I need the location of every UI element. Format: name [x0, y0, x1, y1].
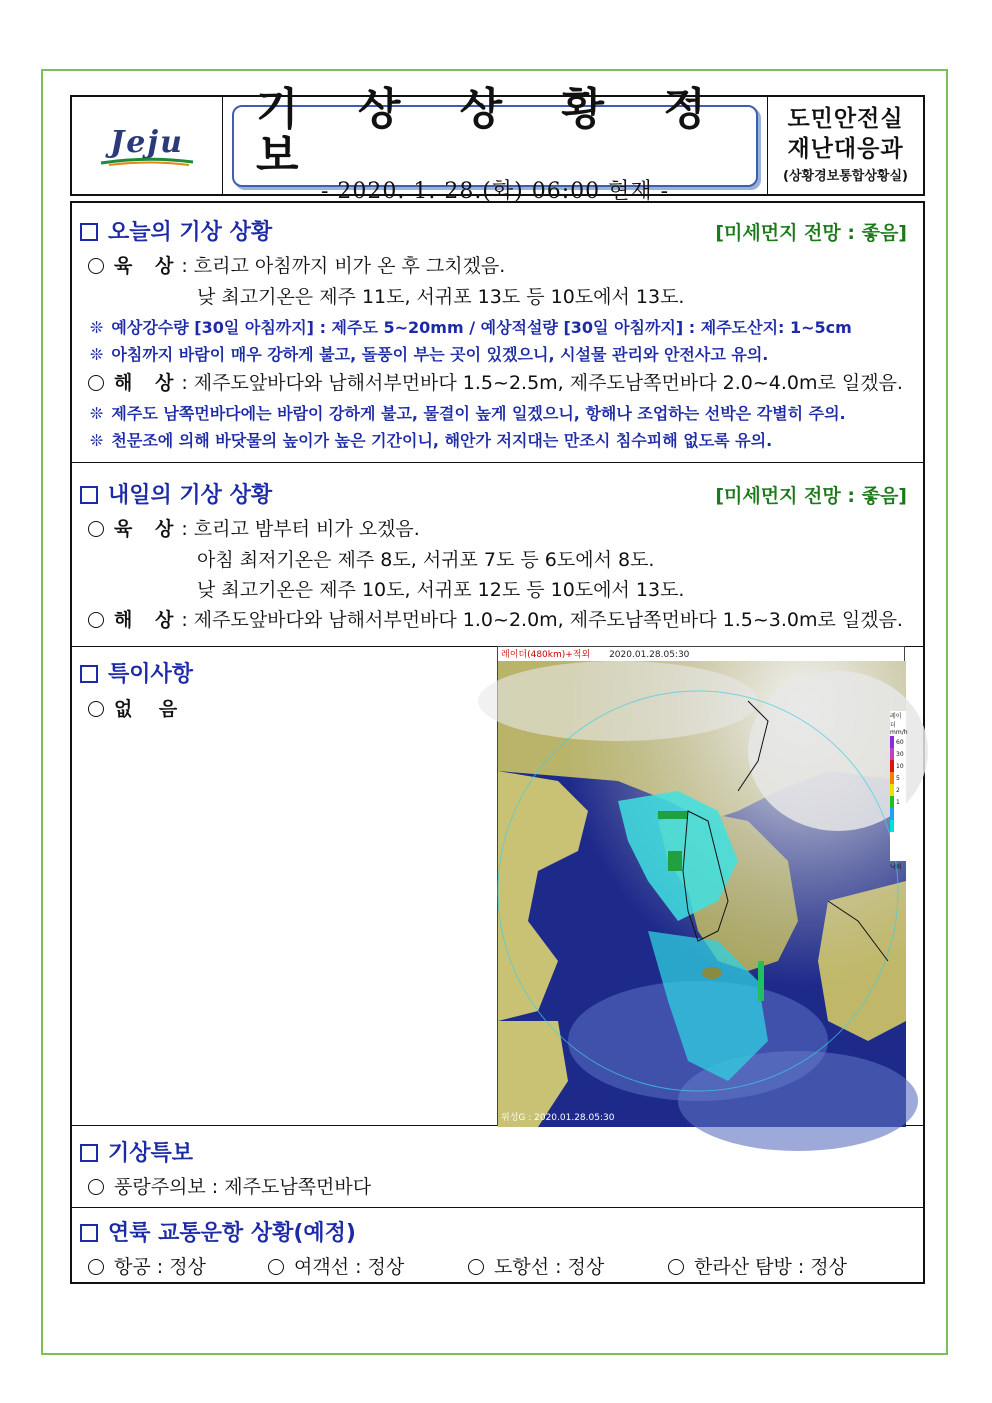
legend-color	[890, 784, 894, 796]
tomorrow-land-label: 육 상	[114, 518, 182, 540]
circle-bullet-icon	[468, 1259, 484, 1275]
legend-swatch	[890, 736, 906, 748]
today-land-line	[88, 251, 505, 278]
legend-swatch	[890, 784, 906, 796]
checkbox-icon	[80, 486, 98, 504]
legend-color	[890, 808, 894, 820]
tomorrow-max-temp: 낮 최고기온은 제주 10도, 서귀포 12도 등 10도에서 13도.	[197, 579, 685, 601]
tomorrow-land-text: : 흐리고 밤부터 비가 오겠음.	[181, 518, 420, 540]
radar-map-graphic	[498, 661, 906, 1127]
legend-value: 2	[896, 787, 900, 794]
legend-value: 5	[896, 775, 900, 782]
legend-lightning: 낙뢰	[890, 864, 902, 871]
checkbox-icon	[80, 665, 98, 683]
warning-item	[88, 1172, 371, 1199]
today-note-precip-text: 예상강수량 [30일 아침까지] : 제주도 5~20mm / 예상적설량 [30일 아침까지] : 제주도산지: 1~5cm	[111, 318, 852, 337]
today-title-text: 오늘의 기상 상황	[108, 220, 273, 245]
legend-color	[890, 748, 894, 760]
tomorrow-title-text: 내일의 기상 상황	[108, 483, 273, 508]
asterisk-icon: ❊	[90, 318, 104, 337]
today-note-sea-text: 제주도 남쪽먼바다에는 바람이 강하게 불고, 물결이 높게 일겠으니, 항해나 조업하는 선박은 각별히 주의.	[111, 404, 846, 423]
checkbox-icon	[80, 1224, 98, 1242]
traffic-island-text: 도항선 : 정상	[494, 1256, 605, 1278]
legend-unit: mm/h	[890, 729, 908, 736]
office-name: (상황경보통합상황실)	[783, 168, 908, 184]
circle-bullet-icon	[268, 1259, 284, 1275]
warning-title-text: 기상특보	[108, 1141, 194, 1166]
today-note-precip	[90, 315, 852, 338]
today-land-temp: 낮 최고기온은 제주 11도, 서귀포 13도 등 10도에서 13도.	[197, 286, 685, 308]
traffic-hallasan-text: 한라산 탐방 : 정상	[694, 1256, 847, 1278]
traffic-ferry	[268, 1252, 404, 1279]
circle-bullet-icon	[88, 521, 104, 537]
warning-item-text: 풍랑주의보 : 제주도남쪽먼바다	[114, 1176, 372, 1198]
circle-bullet-icon	[88, 612, 104, 628]
legend-swatch	[890, 760, 906, 772]
tomorrow-dust-outlook: [미세먼지 전망 : 좋음]	[715, 485, 907, 507]
today-note-wind-text: 아침까지 바람이 매우 강하게 불고, 돌풍이 부는 곳이 있겠으니, 시설물 관리와 안전사고 유의.	[111, 345, 769, 364]
traffic-island-ferry	[468, 1252, 604, 1279]
title-box	[232, 83, 758, 204]
circle-bullet-icon	[88, 1259, 104, 1275]
logo-swoosh-icon	[99, 158, 195, 166]
legend-color	[890, 796, 894, 808]
today-sea-label: 해 상	[114, 372, 182, 394]
radar-timestamp: 2020.01.28.05:30	[609, 650, 690, 660]
legend-value: 30	[896, 751, 904, 758]
legend-value: 1	[896, 799, 900, 806]
circle-bullet-icon	[88, 1179, 104, 1195]
tomorrow-min-temp: 아침 최저기온은 제주 8도, 서귀포 7도 등 6도에서 8도.	[197, 549, 655, 571]
today-title	[80, 215, 272, 246]
circle-bullet-icon	[88, 258, 104, 274]
checkbox-icon	[80, 223, 98, 241]
asterisk-icon: ❊	[90, 404, 104, 423]
circle-bullet-icon	[88, 375, 104, 391]
traffic-title	[80, 1216, 356, 1247]
today-note-tide	[90, 428, 772, 451]
division-name: 재난대응과	[787, 135, 904, 162]
today-note-sea	[90, 401, 846, 424]
radar-label: 레이더(480km)+적외	[501, 650, 591, 660]
radar-satellite-image	[497, 646, 908, 1126]
today-dust-outlook: [미세먼지 전망 : 좋음]	[715, 222, 907, 244]
traffic-section	[72, 1208, 923, 1286]
radar-header	[498, 647, 904, 661]
legend-color	[890, 760, 894, 772]
tomorrow-section	[72, 463, 923, 647]
content-table	[70, 201, 925, 1284]
legend-color	[890, 772, 894, 784]
circle-bullet-icon	[88, 701, 104, 717]
department-name: 도민안전실	[787, 105, 904, 132]
circle-bullet-icon	[668, 1259, 684, 1275]
special-item	[88, 694, 177, 721]
checkbox-icon	[80, 1144, 98, 1162]
legend-swatch	[890, 808, 906, 820]
today-note-tide-text: 천문조에 의해 바닷물의 높이가 높은 기간이니, 해안가 저지대는 만조시 침수피해 없도록 유의.	[111, 431, 773, 450]
legend-value: 10	[896, 763, 904, 770]
legend-value: 60	[896, 739, 904, 746]
warning-section	[72, 1126, 923, 1208]
today-sea-line	[88, 368, 903, 395]
page-title: 기 상 상 황 정 보	[256, 83, 728, 181]
legend-swatch	[890, 748, 906, 760]
tomorrow-sea-text: : 제주도앞바다와 남해서부먼바다 1.0~2.0m, 제주도남쪽먼바다 1.5~3.0m로 일겠음.	[181, 609, 903, 631]
today-sea-text: : 제주도앞바다와 남해서부먼바다 1.5~2.5m, 제주도남쪽먼바다 2.0~4.0m로 일겠음.	[181, 372, 903, 394]
traffic-air-text: 항공 : 정상	[114, 1256, 206, 1278]
asterisk-icon: ❊	[90, 431, 104, 450]
legend-color	[890, 820, 894, 832]
today-note-wind	[90, 342, 768, 365]
logo-cell	[72, 97, 223, 194]
traffic-hallasan	[668, 1252, 847, 1279]
special-title-text: 특이사항	[108, 662, 194, 687]
legend-items	[890, 736, 906, 832]
special-title	[80, 657, 193, 688]
today-land-label: 육 상	[114, 255, 182, 277]
jeju-logo: Jeju	[110, 125, 184, 160]
legend-swatch	[890, 772, 906, 784]
radar-legend	[890, 711, 906, 871]
tomorrow-title	[80, 478, 272, 509]
tomorrow-land-line	[88, 514, 420, 541]
page-date: - 2020. 1. 28.(화) 06:00 현재 -	[320, 178, 670, 204]
header	[70, 83, 925, 204]
legend-swatch	[890, 796, 906, 808]
today-land-text: : 흐리고 아침까지 비가 온 후 그치겠음.	[181, 255, 506, 277]
department-cell	[767, 97, 923, 194]
tomorrow-sea-label: 해 상	[114, 609, 182, 631]
legend-color	[890, 736, 894, 748]
asterisk-icon: ❊	[90, 345, 104, 364]
legend-title: 레이더	[890, 713, 902, 729]
today-section	[72, 203, 923, 463]
traffic-ferry-text: 여객선 : 정상	[294, 1256, 405, 1278]
traffic-title-text: 연륙 교통운항 상황(예정)	[108, 1221, 356, 1246]
legend-swatch	[890, 820, 906, 832]
radar-footer: 위성G : 2020.01.28.05:30	[501, 1113, 615, 1123]
traffic-air	[88, 1252, 206, 1279]
title-cell	[223, 83, 767, 204]
special-item-text: 없 음	[114, 698, 178, 720]
warning-title	[80, 1136, 193, 1167]
tomorrow-sea-line	[88, 605, 903, 632]
